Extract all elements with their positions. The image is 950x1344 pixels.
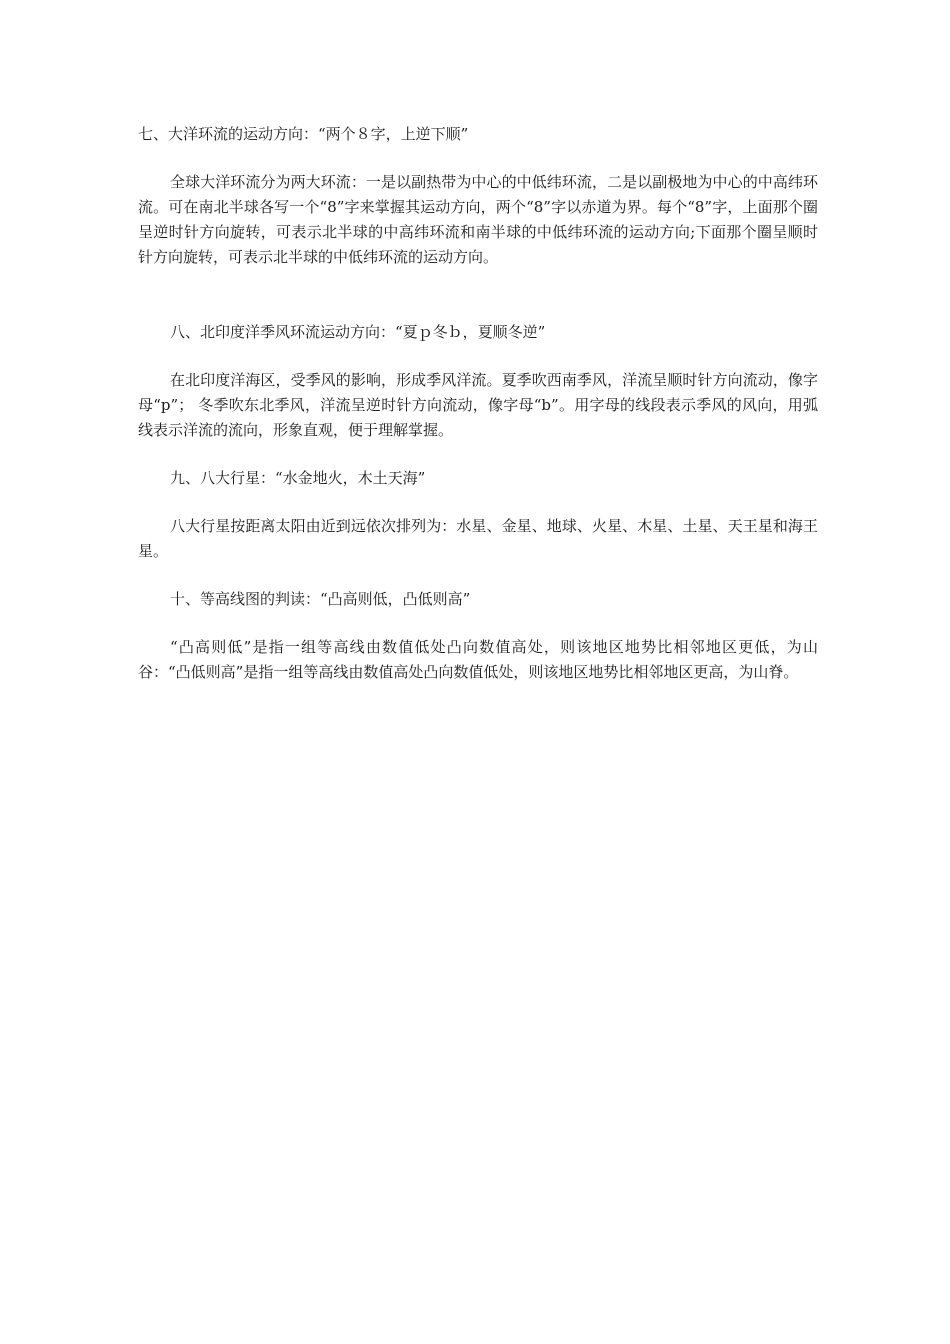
section-body-10: “凸高则低”是指一组等高线由数值低处凸向数值高处，则该地区地势比相邻地区更低，为山谷：“凸低则高”是指一组等高线由数值高处凸向数值低处，则该地区地势比相邻地区更高，为山脊。: [138, 638, 818, 681]
section-body-7: 全球大洋环流分为两大环流：一是以副热带为中心的中低纬环流，二是以副极地为中心的中高纬环流。可在南北半球各写一个“8”字来掌握其运动方向，两个“8”字以赤道为界。每个“8”字，上面那个圈呈逆时针方向旋转，可表示北半球的中高纬环流和南半球的中低纬环流的运动方向;下面那个圈呈顺时针方向旋转，可表示北半球的中低纬环流的运动方向。: [138, 173, 818, 266]
section-heading-7: 七、大洋环流的运动方向：“两个８字，上逆下顺”: [138, 125, 469, 143]
section-heading-10: 十、等高线图的判读：“凸高则低，凸低则高”: [170, 590, 471, 608]
section-heading-8: 八、北印度洋季风环流运动方向：“夏ｐ冬ｂ，夏顺冬逆”: [170, 323, 546, 341]
section-heading-9: 九、八大行星：“水金地火，木土天海”: [170, 469, 426, 487]
section-body-8: 在北印度洋海区，受季风的影响，形成季风洋流。夏季吹西南季风，洋流呈顺时针方向流动，像字母“p”； 冬季吹东北季风，洋流呈逆时针方向流动，像字母“b”。用字母的线段表示季风的风向，用弧线表示洋流的流向，形象直观，便于理解掌握。: [138, 371, 818, 439]
section-body-9: 八大行星按距离太阳由近到远依次排列为：水星、金星、地球、火星、木星、土星、天王星和海王星。: [138, 517, 818, 560]
document-content: [138, 122, 818, 685]
